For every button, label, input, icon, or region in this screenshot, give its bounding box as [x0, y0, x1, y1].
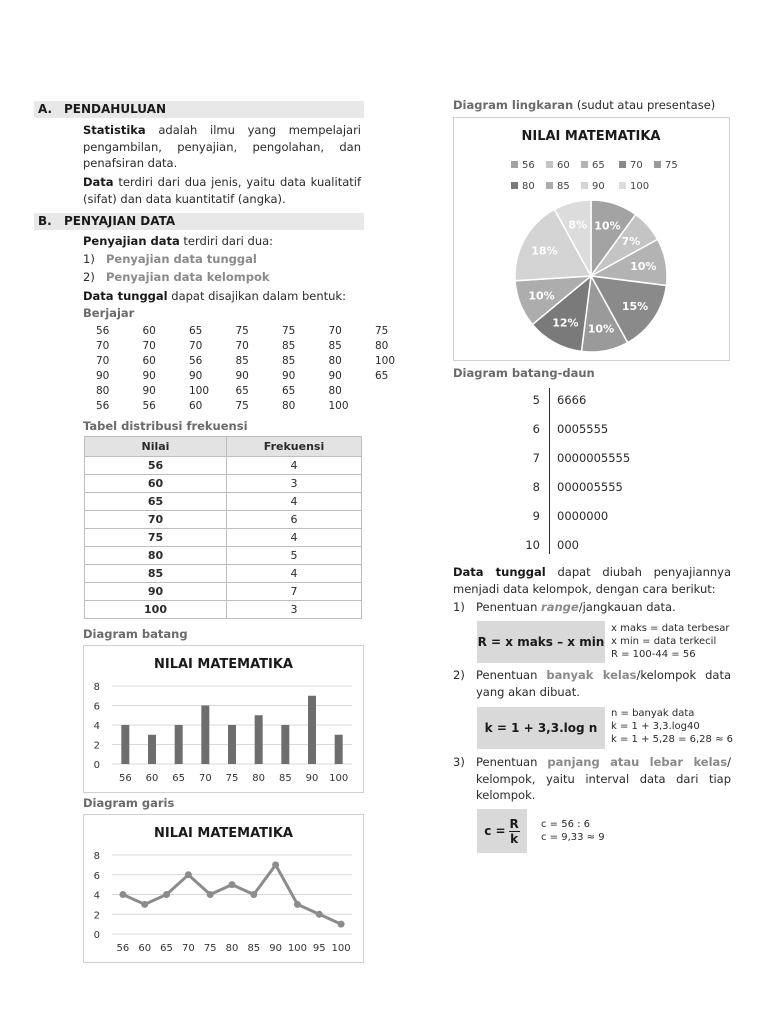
data-term: Data: [83, 175, 114, 189]
pie-label-rest: (sudut atau presentase): [573, 98, 716, 112]
stem-leaf-label: Diagram batang-daun: [453, 366, 595, 380]
note-line: k = 1 + 5,28 = 6,28 ≈ 6: [611, 734, 733, 745]
legend-swatch: [581, 182, 588, 189]
raw-data-cell: 65: [189, 324, 203, 337]
legend-label: 100: [630, 181, 650, 192]
slice-label: 15%: [621, 299, 649, 313]
raw-data-cell: 65: [235, 384, 249, 397]
range-notes: [611, 622, 730, 661]
x-tick-label: 80: [252, 773, 266, 784]
raw-data-cell: 85: [328, 339, 342, 352]
tunggal-term: Data tunggal: [83, 289, 168, 303]
raw-data-cell: 85: [235, 354, 249, 367]
table-row: [85, 493, 362, 511]
step-3-number: 3): [453, 755, 465, 769]
y-tick-label: 2: [93, 740, 100, 752]
nilai-cell: 65: [85, 493, 227, 511]
raw-data-cell: 75: [282, 324, 296, 337]
raw-data-cell: 56: [96, 399, 110, 412]
y-tick-label: 4: [93, 721, 100, 732]
frekuensi-cell: 7: [227, 583, 362, 601]
kelas-notes: [611, 707, 733, 746]
raw-data-cell: 80: [96, 384, 110, 397]
table-row: [85, 583, 362, 601]
slice-label: 10%: [630, 260, 657, 274]
x-tick-label: 85: [278, 773, 292, 784]
raw-data-cell: 65: [375, 369, 389, 382]
table-row: [85, 457, 362, 475]
raw-data-cell: 65: [282, 384, 296, 397]
bar: [175, 725, 183, 764]
step-2-number: 2): [453, 668, 465, 682]
bar: [255, 715, 263, 764]
raw-data-cell: 56: [96, 324, 110, 337]
raw-data-row: [84, 383, 410, 398]
raw-data-cell: 90: [189, 369, 203, 382]
note-line: R = 100-44 = 56: [611, 649, 696, 660]
stem-value: 5: [532, 393, 540, 407]
raw-data-cell: 70: [96, 354, 110, 367]
stem-value: 9: [532, 509, 540, 523]
nilai-cell: 56: [85, 457, 227, 475]
raw-data-cell: 75: [235, 399, 249, 412]
raw-data-cell: 70: [328, 324, 342, 337]
stem-value: 10: [525, 538, 540, 552]
section-b-header: [34, 213, 364, 230]
legend-label: 80: [522, 181, 535, 192]
section-b-title: PENYAJIAN DATA: [64, 214, 176, 228]
interval-formula: [477, 809, 527, 853]
raw-data-cell: 60: [142, 354, 156, 367]
raw-data-cell: 60: [189, 399, 203, 412]
x-tick-label: 75: [225, 773, 239, 784]
step-2-prefix: Penentuan: [476, 668, 547, 682]
step-3-text: [476, 754, 731, 804]
nilai-cell: 70: [85, 511, 227, 529]
raw-data-row: [84, 353, 410, 368]
frekuensi-cell: 4: [227, 493, 362, 511]
step-1: [453, 600, 731, 614]
slice-label: 12%: [552, 316, 579, 330]
y-tick-label: 0: [93, 930, 100, 941]
raw-data-cell: 70: [142, 339, 156, 352]
legend-label: 70: [630, 160, 643, 171]
x-tick-label: 56: [116, 943, 130, 954]
step-3-keyword: panjang atau lebar kelas: [547, 755, 728, 769]
legend-label: 65: [592, 160, 605, 171]
leaf-values: 0000005555: [557, 451, 631, 465]
raw-data-cell: 85: [282, 354, 296, 367]
tunggal-rest: dapat disajikan dalam bentuk:: [167, 289, 346, 303]
x-tick-label: 100: [287, 943, 308, 954]
step-1-keyword: range: [541, 600, 579, 614]
chart-title: NILAI MATEMATIKA: [154, 657, 293, 672]
nilai-cell: 90: [85, 583, 227, 601]
table-row: [85, 475, 362, 493]
table-row: [85, 511, 362, 529]
bar: [281, 725, 289, 764]
chart-title: NILAI MATEMATIKA: [154, 826, 293, 841]
step-1-number: 1): [453, 600, 465, 614]
data-definition: terdiri dari dua jenis, yaitu data kualitatif (sifat) dan data kuantitatif (angka).: [83, 175, 361, 206]
raw-data-row: [84, 398, 410, 413]
nilai-cell: 80: [85, 547, 227, 565]
bar: [148, 735, 156, 764]
pie-chart: [454, 118, 729, 360]
slice-label: 10%: [594, 219, 621, 233]
frequency-table-header: [85, 437, 362, 457]
statistika-paragraph: [83, 122, 361, 172]
step-2: [453, 667, 731, 700]
nilai-cell: 85: [85, 565, 227, 583]
raw-data-cell: 80: [328, 384, 342, 397]
leaf-values: 6666: [557, 393, 587, 407]
tunggal-intro: [83, 289, 346, 303]
leaf-values: 000: [557, 538, 579, 552]
data-point: [338, 921, 345, 928]
data-point: [272, 861, 279, 868]
raw-data-cell: 56: [189, 354, 203, 367]
slice-label: 18%: [531, 244, 558, 258]
x-tick-label: 85: [247, 943, 261, 954]
raw-data-cell: 90: [142, 384, 156, 397]
line-chart-box: [83, 814, 364, 963]
x-tick-label: 80: [225, 943, 239, 954]
raw-data-cell: 70: [235, 339, 249, 352]
legend-swatch: [511, 182, 518, 189]
raw-data-cell: 60: [142, 324, 156, 337]
table-row: [85, 565, 362, 583]
raw-data-cell: 56: [142, 399, 156, 412]
list-number: 1): [83, 252, 95, 266]
x-tick-label: 90: [305, 773, 319, 784]
raw-data-cell: [363, 383, 410, 398]
data-point: [207, 891, 214, 898]
step-1-suffix: /jangkauan data.: [578, 600, 676, 614]
stem-leaf-plot: [500, 385, 700, 560]
x-tick-label: 70: [198, 773, 212, 784]
statistika-term: Statistika: [83, 123, 146, 137]
data-point: [316, 911, 323, 918]
pie-label-term: Diagram lingkaran: [453, 98, 574, 112]
note-line: n = banyak data: [611, 708, 695, 719]
raw-data-cell: 90: [235, 369, 249, 382]
raw-data-cell: 100: [328, 399, 349, 412]
frekuensi-cell: 5: [227, 547, 362, 565]
y-tick-label: 8: [93, 851, 100, 862]
raw-data-cell: 100: [375, 354, 396, 367]
legend-swatch: [619, 182, 626, 189]
list-item-kelompok: [83, 270, 270, 284]
frekuensi-cell: 4: [227, 529, 362, 547]
section-a-number: A.: [38, 102, 53, 116]
bar: [228, 725, 236, 764]
leaf-values: 000005555: [557, 480, 623, 494]
frekuensi-cell: 3: [227, 475, 362, 493]
data-point: [119, 891, 126, 898]
range-formula: R = x maks – x min: [477, 621, 605, 663]
legend-swatch: [581, 161, 588, 168]
fraction-numerator: R: [509, 816, 519, 831]
raw-data-cell: 70: [96, 339, 110, 352]
bar-chart-label: Diagram batang: [83, 627, 188, 641]
kelompok-rest: dapat diubah penyajiannya menjadi data kelompok, dengan cara berikut:: [453, 565, 731, 596]
step-2-text: [476, 667, 731, 700]
y-tick-label: 4: [93, 890, 100, 902]
step-2-keyword: banyak kelas: [546, 668, 637, 682]
step-3-prefix: Penentuan: [476, 755, 548, 769]
raw-data-cell: 80: [328, 354, 342, 367]
y-tick-label: 6: [93, 870, 100, 882]
pie-chart-label: [453, 98, 715, 112]
step-2-suffix: /kelompok data yang akan dibuat.: [476, 668, 731, 699]
leaf-values: 0000000: [557, 509, 609, 523]
penyajian-rest: terdiri dari dua:: [179, 234, 274, 248]
y-tick-label: 2: [93, 910, 100, 922]
data-paragraph: [83, 174, 361, 207]
legend-swatch: [546, 161, 553, 168]
section-b-number: B.: [38, 214, 52, 228]
data-point: [294, 901, 301, 908]
line-chart-label: Diagram garis: [83, 796, 175, 810]
statistika-definition: adalah ilmu yang mempelajari pengambilan, penyajian, pengolahan, dan penafsiran data.: [83, 123, 361, 170]
x-tick-label: 65: [172, 773, 186, 784]
bar-chart-box: [83, 645, 364, 793]
raw-data-cell: 90: [282, 369, 296, 382]
data-point: [141, 901, 148, 908]
x-tick-label: 70: [181, 943, 195, 954]
step-3-suffix: / kelompok, yaitu interval data dari tiap kelompok.: [476, 755, 732, 802]
x-tick-label: 100: [329, 773, 349, 784]
raw-data-cell: 75: [375, 324, 389, 337]
penyajian-term: Penyajian data: [83, 234, 180, 248]
section-a-header: [34, 101, 364, 118]
stem-value: 6: [532, 422, 540, 436]
stem-value: 8: [532, 480, 540, 494]
formula-fraction: [509, 817, 520, 846]
legend-swatch: [654, 161, 661, 168]
note-line: c = 9,33 ≈ 9: [541, 832, 605, 843]
legend-swatch: [546, 182, 553, 189]
slice-label: 8%: [568, 218, 588, 232]
x-tick-label: 95: [312, 943, 326, 954]
nilai-cell: 75: [85, 529, 227, 547]
data-point: [229, 881, 236, 888]
note-line: c = 56 : 6: [541, 819, 591, 830]
penyajian-intro: [83, 234, 273, 248]
legend-label: 90: [592, 181, 605, 192]
frekuensi-cell: 3: [227, 601, 362, 619]
bar: [201, 706, 209, 765]
x-tick-label: 75: [203, 943, 217, 954]
frequency-table: [84, 436, 362, 619]
stem-leaf-divider: [549, 388, 550, 554]
step-1-text: [476, 600, 676, 614]
kelompok-paragraph: [453, 564, 731, 597]
bar-chart: [84, 646, 363, 792]
table-row: [85, 547, 362, 565]
leaf-values: 0005555: [557, 422, 609, 436]
raw-data-cell: 90: [142, 369, 156, 382]
line-chart: [84, 815, 363, 962]
raw-data-row: [84, 323, 410, 338]
legend-label: 56: [522, 160, 535, 171]
y-tick-label: 0: [93, 760, 100, 771]
list-item-tunggal: [83, 252, 257, 266]
step-1-prefix: Penentuan: [476, 600, 542, 614]
table-row: [85, 601, 362, 619]
interval-notes: [541, 818, 605, 844]
pie-chart-box: [453, 117, 730, 361]
y-tick-label: 6: [93, 701, 100, 713]
legend-swatch: [619, 161, 626, 168]
step-3: [453, 754, 731, 804]
legend-label: 60: [557, 160, 570, 171]
x-tick-label: 60: [145, 773, 159, 784]
x-tick-label: 90: [269, 943, 283, 954]
raw-data-cell: 90: [328, 369, 342, 382]
slice-label: 10%: [528, 289, 555, 303]
raw-data-cell: 75: [235, 324, 249, 337]
note-line: k = 1 + 3,3.log40: [611, 721, 700, 732]
x-tick-label: 100: [331, 943, 351, 954]
raw-data-cell: [363, 398, 410, 413]
fraction-denominator: k: [510, 831, 519, 846]
raw-data-row: [84, 338, 410, 353]
list-text: Penyajian data kelompok: [106, 270, 270, 284]
chart-title: NILAI MATEMATIKA: [521, 129, 661, 144]
frequency-table-label: Tabel distribusi frekuensi: [83, 419, 248, 433]
frekuensi-cell: 6: [227, 511, 362, 529]
berjajar-label: Berjajar: [83, 306, 135, 320]
table-row: [85, 529, 362, 547]
x-tick-label: 56: [118, 773, 132, 784]
column-header-frekuensi: Frekuensi: [227, 437, 362, 457]
x-tick-label: 60: [138, 943, 152, 954]
slice-label: 7%: [621, 234, 641, 248]
list-number: 2): [83, 270, 95, 284]
raw-data-cell: 85: [282, 339, 296, 352]
raw-data-row: [84, 368, 410, 383]
legend-label: 75: [665, 160, 678, 171]
data-point: [163, 891, 170, 898]
kelompok-term: Data tunggal: [453, 565, 546, 579]
data-point: [185, 871, 192, 878]
y-tick-label: 8: [93, 682, 100, 693]
raw-data-cell: 80: [375, 339, 389, 352]
note-line: x min = data terkecil: [611, 636, 717, 647]
bar: [308, 696, 316, 764]
data-point: [250, 891, 257, 898]
formula-c: c =: [484, 824, 506, 838]
legend-swatch: [511, 161, 518, 168]
column-header-nilai: Nilai: [85, 437, 227, 457]
note-line: x maks = data terbesar: [611, 623, 730, 634]
x-tick-label: 65: [160, 943, 173, 954]
nilai-cell: 100: [85, 601, 227, 619]
raw-data-table: [84, 323, 410, 413]
legend-label: 85: [557, 181, 570, 192]
raw-data-cell: 90: [96, 369, 110, 382]
bar: [121, 725, 129, 764]
frekuensi-cell: 4: [227, 565, 362, 583]
nilai-cell: 60: [85, 475, 227, 493]
stem-value: 7: [532, 451, 540, 465]
raw-data-cell: 70: [189, 339, 203, 352]
list-text: Penyajian data tunggal: [106, 252, 257, 266]
slice-label: 10%: [587, 322, 615, 336]
frekuensi-cell: 4: [227, 457, 362, 475]
bar: [335, 735, 343, 764]
kelas-formula: k = 1 + 3,3.log n: [477, 707, 605, 749]
raw-data-cell: 100: [189, 384, 210, 397]
raw-data-cell: 80: [282, 399, 296, 412]
section-a-title: PENDAHULUAN: [64, 102, 166, 116]
